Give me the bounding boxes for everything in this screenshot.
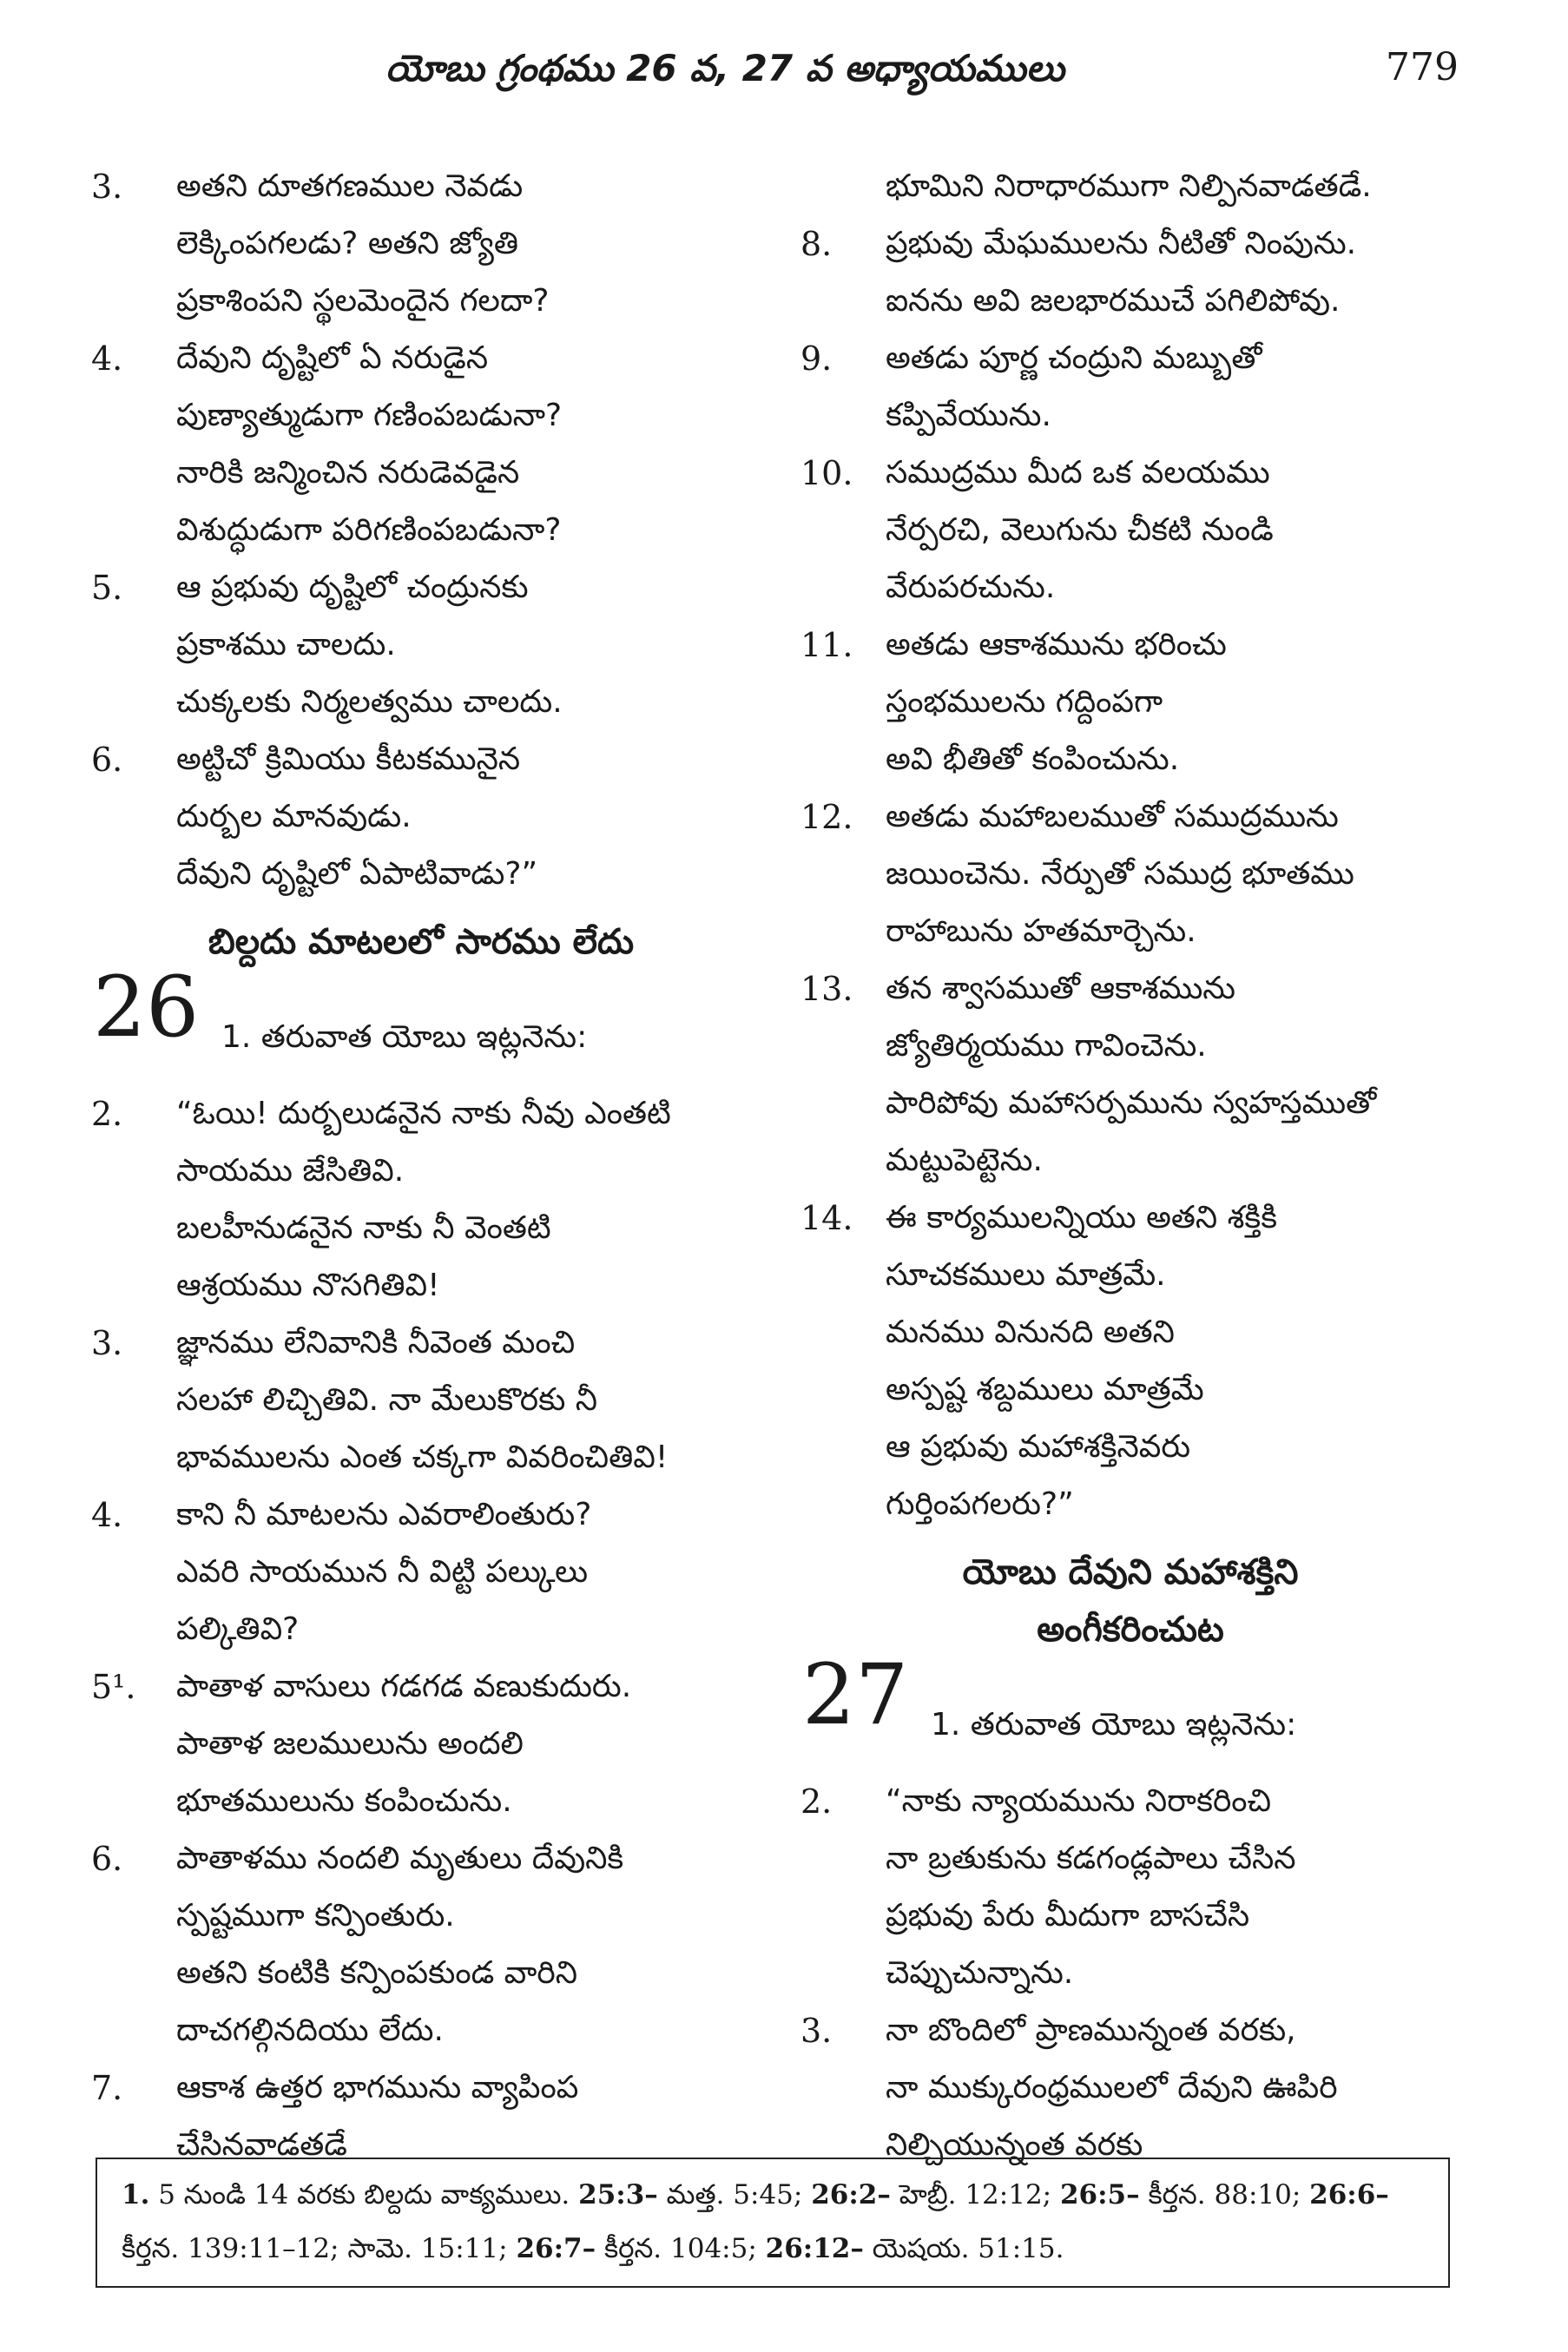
verse-line: సూచకములు మాత్రమే. — [886, 1257, 1166, 1293]
verse-line: స్తంభములను గద్దింపగా — [886, 684, 1163, 720]
verse-number: 6. — [91, 1840, 123, 1878]
verse-line: ప్రకాశము చాలదు. — [176, 627, 396, 662]
verse-line: అతని కంటికి కన్పింపకుండ వారిని — [176, 1955, 578, 1991]
footnote-reference: 1. — [122, 2179, 150, 2210]
verse-line: చెప్పుచున్నాను. — [886, 1955, 1074, 1991]
verse-number: 5. — [91, 569, 123, 607]
verse-line: మట్టుపెట్టెను. — [886, 1143, 1043, 1178]
verse-line: సలహా లిచ్చితివి. నా మేలుకొరకు నీ — [176, 1382, 598, 1418]
left-column — [91, 158, 751, 2174]
section-heading-line: అంగీకరించుట — [1037, 1610, 1224, 1650]
verse — [91, 330, 751, 559]
footnote-text: కీర్తన. 88:10; — [1139, 2179, 1310, 2210]
verse-line: అతడు పూర్ణ చంద్రుని మబ్బుతో — [886, 340, 1262, 376]
verse-number: 14. — [800, 1199, 853, 1237]
verse-line: జ్యోతిర్మయము గావించెను. — [886, 1028, 1207, 1064]
verse-line: దేవుని దృష్టిలో ఏ నరుడైన — [176, 340, 489, 376]
chapter-opening — [800, 1646, 1460, 1773]
verse — [91, 731, 751, 903]
verse-line: ఐనను అవి జలభారముచే పగిలిపోవు. — [886, 283, 1341, 319]
verse-line: ఈ కార్యములన్నియు అతని శక్తికి — [886, 1200, 1277, 1235]
chapter-number: 26 — [93, 959, 200, 1056]
verse-number: 3. — [91, 1324, 123, 1362]
verse-line: అతని దూతగణముల నెవడు — [176, 168, 524, 204]
chapter-opening — [91, 959, 751, 1085]
verse-number: 9. — [800, 339, 833, 378]
verse — [91, 1085, 751, 1314]
verse-line: విశుద్ధుడుగా పరిగణింపబడునా? — [176, 512, 562, 548]
verse-line: ప్రభువు మేఘములను నీటితో నింపును. — [886, 226, 1357, 261]
verse-number: 13. — [800, 970, 853, 1008]
footnote-text: కీర్తన. 104:5; — [596, 2233, 766, 2264]
verse-number: 7. — [91, 2069, 123, 2107]
verse — [91, 1830, 751, 2059]
verse-line: అట్టిచో క్రిమియు కీటకమునైన — [176, 741, 521, 777]
section-heading — [800, 1544, 1460, 1658]
page-header — [96, 42, 1459, 111]
verse-line: అతడు మహాబలముతో సముద్రమును — [886, 799, 1339, 834]
verse-number: 2. — [91, 1095, 123, 1133]
verse-line: తన శ్వాసముతో ఆకాశమును — [886, 971, 1236, 1006]
verse-line: నా బ్రతుకును కడగండ్లపాలు చేసిన — [886, 1841, 1296, 1876]
verse — [91, 1314, 751, 1486]
footnote-reference: 26:5– — [1059, 2179, 1140, 2210]
verse-number: 8. — [800, 225, 833, 263]
footnote-reference: 26:12– — [765, 2233, 864, 2264]
verse-line: దాచగల్గినదియు లేదు. — [176, 2013, 444, 2048]
verse-line: స్పష్టముగా కన్పింతురు. — [176, 1898, 455, 1934]
section-heading: బిల్దదు మాటలలో సారము లేదు — [208, 922, 635, 962]
verse-line: నా బొందిలో ప్రాణమున్నంత వరకు, — [886, 2013, 1296, 2048]
verse-line: చుక్కలకు నిర్మలత్వము చాలదు. — [176, 684, 563, 720]
chapter-first-verse: 1. తరువాత యోబు ఇట్లనెను: — [221, 1019, 588, 1055]
verse — [800, 960, 1460, 1189]
verse — [800, 445, 1460, 616]
verse-line: రాహాబును హతమార్చెను. — [886, 913, 1196, 949]
verse-line: పుణ్యాత్ముడుగా గణింపబడునా? — [176, 398, 563, 433]
footnote-text: యెషయ. 51:15. — [863, 2233, 1064, 2264]
verse-line: దుర్బల మానవుడు. — [176, 799, 412, 834]
verse-line: పాతాళ జలములును అందలి — [176, 1726, 524, 1762]
verse-line: నా ముక్కురంధ్రములలో దేవుని ఊపిరి — [886, 2070, 1338, 2105]
footnote-reference: 25:3– — [578, 2179, 658, 2210]
verse-line: పాతాళము నందలి మృతులు దేవునికి — [176, 1841, 624, 1876]
verse-line: బలహీనుడనైన నాకు నీ వెంతటి — [176, 1210, 551, 1246]
verse-line: భూమిని నిరాధారముగా నిల్పినవాడతడే. — [886, 168, 1372, 204]
right-column — [800, 158, 1460, 2174]
verse-line: సాయము జేసితివి. — [176, 1153, 405, 1189]
verse-line: గుర్తింపగలరు?” — [886, 1486, 1074, 1522]
verse-line: సముద్రము మీద ఒక వలయము — [886, 455, 1270, 491]
verses-before-heading — [800, 158, 1460, 1533]
verse-line: అతడు ఆకాశమును భరించు — [886, 627, 1227, 662]
verse — [91, 158, 751, 330]
verse — [91, 1486, 751, 1658]
chapter-number: 27 — [802, 1646, 909, 1743]
verse — [800, 616, 1460, 788]
verse-line: జయించెను. నేర్పుతో సముద్ర భూతము — [886, 856, 1354, 892]
verses-before-heading — [91, 158, 751, 903]
verse-number: 3. — [800, 2012, 833, 2050]
verse-line: ఎవరి సాయమున నీ విట్టి పల్కులు — [176, 1554, 589, 1590]
verse-number: 12. — [800, 798, 853, 836]
footnote-box — [96, 2158, 1450, 2288]
verse-line: వేరుపరచును. — [886, 570, 1056, 605]
footnote-text: 5 నుండి 14 వరకు బిల్దదు వాక్యములు. — [149, 2179, 579, 2210]
verse-line: ఆశ్రయము నొసగితివి! — [176, 1268, 440, 1303]
footnote-reference: 26:6– — [1309, 2179, 1389, 2210]
verse-line: ఆకాశ ఉత్తర భాగమును వ్యాపింప — [176, 2070, 579, 2105]
verse-line: నిల్చియున్నంత వరకు — [886, 2127, 1143, 2163]
verse-line: కాని నీ మాటలను ఎవరాలింతురు? — [176, 1497, 592, 1532]
verse-line: ఆ ప్రభువు మహాశక్తినెవరు — [886, 1429, 1191, 1465]
verse-line: అవి భీతితో కంపించును. — [886, 741, 1180, 777]
verse-line: జ్ఞానము లేనివానికి నీవెంత మంచి — [176, 1325, 576, 1360]
verse — [800, 215, 1460, 330]
verse-number: 3. — [91, 168, 123, 206]
verse-line: భూతములును కంపించును. — [176, 1783, 512, 1819]
verse-line: దేవుని దృష్టిలో ఏపాటివాడు?” — [176, 856, 538, 892]
verse-line: చేసినవాడతడే — [176, 2127, 347, 2163]
footnote-text: మత్త. 5:45; — [657, 2179, 812, 2210]
verse-number: 5¹. — [91, 1668, 136, 1706]
verse-number: 10. — [800, 454, 853, 492]
verse-number: 4. — [91, 1496, 123, 1534]
verse-line: పాతాళ వాసులు గడగడ వణుకుదురు. — [176, 1669, 632, 1704]
verse-line: కప్పివేయును. — [886, 398, 1051, 433]
verse-line: పల్కితివి? — [176, 1611, 300, 1647]
verse-line: నేర్పరచి, వెలుగును చీకటి నుండి — [886, 512, 1274, 548]
verse-number: 2. — [800, 1782, 833, 1821]
verse-line: “నాకు న్యాయమును నిరాకరించి — [886, 1783, 1272, 1819]
verse — [91, 559, 751, 731]
verse-number: 6. — [91, 741, 123, 779]
verse-line: మనము వినునది అతని — [886, 1314, 1175, 1350]
verse-number: 11. — [800, 626, 853, 664]
verse-line: నారికి జన్మించిన నరుడెవడైన — [176, 455, 520, 491]
chapter-first-verse: 1. తరువాత యోబు ఇట్లనెను: — [931, 1707, 1297, 1743]
verses-after-heading — [91, 1085, 751, 2174]
verse — [800, 1189, 1460, 1533]
verse — [800, 788, 1460, 960]
verse — [91, 1658, 751, 1830]
verse-line: లెక్కింపగలడు? అతని జ్యోతి — [176, 226, 519, 261]
section-heading-line: యోబు దేవుని మహాశక్తిని — [962, 1552, 1299, 1592]
verse-line: ప్రకాశింపని స్థలమెందైన గలదా? — [176, 283, 550, 319]
verses-after-heading — [800, 1773, 1460, 2174]
verse — [800, 2002, 1460, 2174]
footnote-reference: 26:7– — [516, 2233, 596, 2264]
footnote-reference: 26:2– — [811, 2179, 891, 2210]
verse — [800, 330, 1460, 445]
verse — [800, 158, 1460, 215]
verse — [800, 1773, 1460, 2002]
verse-line: ప్రభువు పేరు మీదుగా బాసచేసి — [886, 1898, 1250, 1934]
verse-line: అస్పష్ట శబ్దములు మాత్రమే — [886, 1372, 1204, 1407]
page-number: 779 — [1386, 45, 1459, 89]
verse-line: “ఓయి! దుర్బలుడనైన నాకు నీవు ఎంతటి — [176, 1096, 671, 1131]
verse-line: ఆ ప్రభువు దృష్టిలో చంద్రునకు — [176, 570, 529, 605]
page-title: యోబు గ్రంథము 26 వ, 27 వ అధ్యాయములు — [385, 47, 1065, 89]
verse-line: భావములను ఎంత చక్కగా వివరించితివి! — [176, 1440, 669, 1475]
verse-line: పారిపోవు మహాసర్పమును స్వహస్తముతో — [886, 1085, 1377, 1121]
verse-number: 4. — [91, 339, 123, 378]
footnote-text: కీర్తన. 139:11–12; సామె. 15:11; — [122, 2233, 517, 2264]
footnote-text: హెబ్రీ. 12:12; — [890, 2179, 1060, 2210]
